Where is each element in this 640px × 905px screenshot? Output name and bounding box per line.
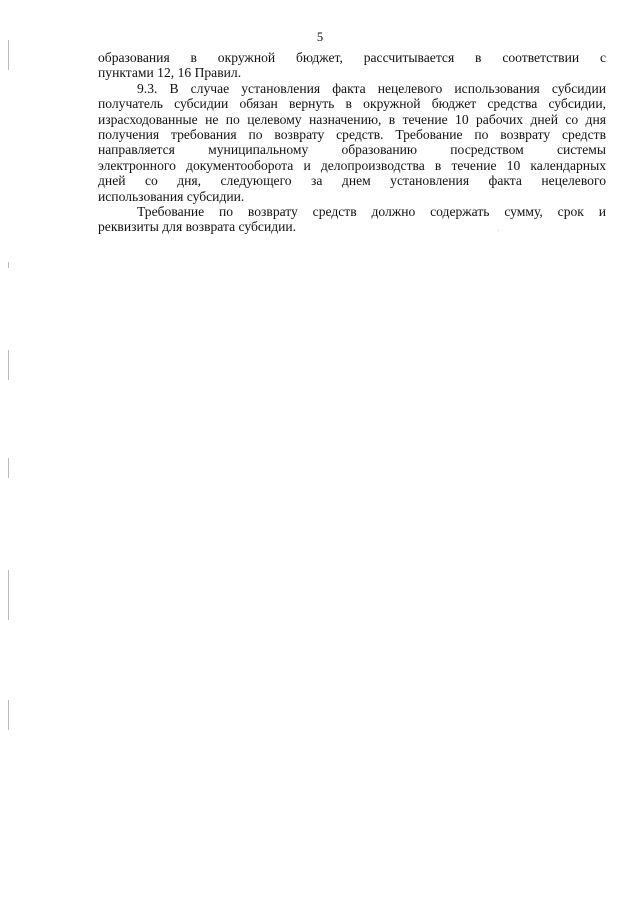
text-line: получения требования по возврату средств. Требование по возврату средств — [98, 127, 606, 143]
text-line: образования в окружной бюджет, рассчитывается в соответствии с — [98, 50, 606, 65]
page-number: 5 — [316, 30, 324, 44]
text-line: получатель субсидии обязан вернуть в окружной бюджет средства субсидии, — [98, 96, 606, 112]
document-body — [98, 50, 606, 235]
text-line: дней со дня, следующего за днем установления факта нецелевого — [98, 173, 606, 189]
scan-artifact — [8, 262, 9, 268]
text-line: электронного документооборота и делопроизводства в течение 10 календарных — [98, 157, 606, 173]
scan-artifact — [498, 230, 499, 231]
scan-artifact — [8, 570, 9, 620]
paragraph-requirement — [98, 204, 606, 235]
scan-artifact — [8, 40, 9, 70]
paragraph-clause-9-3 — [98, 81, 606, 204]
text-line: пунктами 12, 16 Правил. — [98, 65, 242, 81]
text-line: использования субсидии. — [98, 188, 245, 204]
text-line: 9.3. В случае установления факта нецелевого использования субсидии — [137, 80, 606, 96]
scan-artifact — [8, 350, 9, 380]
scan-artifact — [8, 700, 9, 730]
text-line: реквизиты для возврата субсидии. — [98, 219, 297, 235]
text-line: направляется муниципальному образованию посредством системы — [98, 142, 606, 158]
paragraph-continuation — [98, 50, 606, 81]
text-line: израсходованные не по целевому назначению, в течение 10 рабочих дней со дня — [98, 111, 606, 127]
scan-artifact — [8, 458, 9, 478]
text-line: Требование по возврату средств должно содержать сумму, срок и — [137, 204, 606, 220]
